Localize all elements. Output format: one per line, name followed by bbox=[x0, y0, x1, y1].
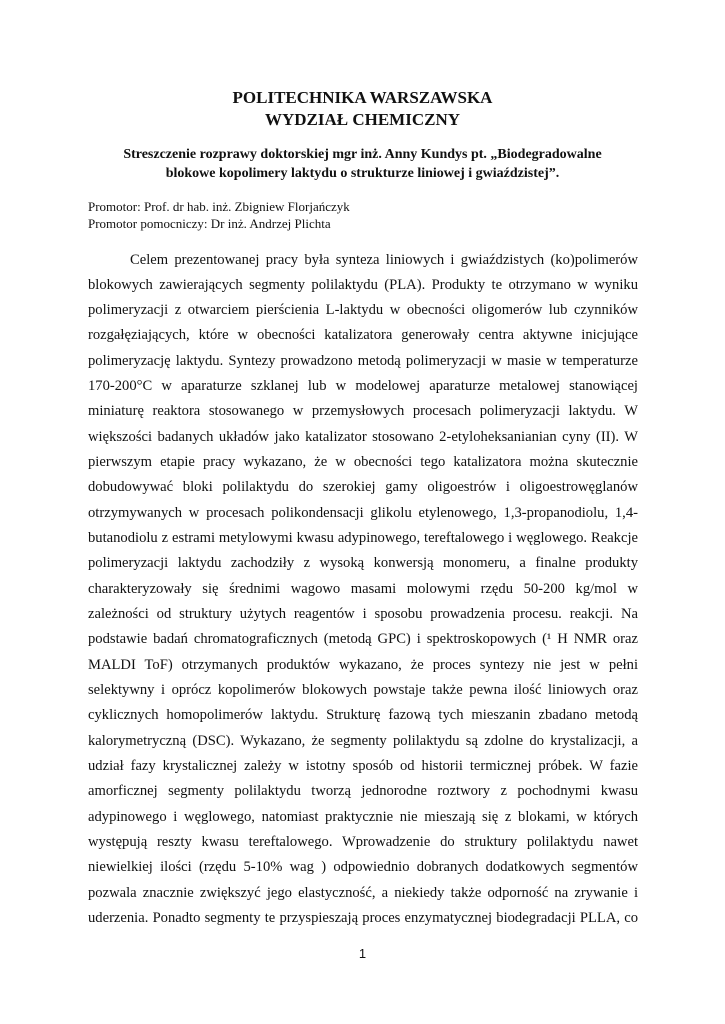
body-line: udział fazy krystalicznej zależy w istotny sposób od historii termicznej próbek. W fazie bbox=[88, 758, 638, 774]
body-line: miniaturę reaktora stosowanego w przemysłowych procesach polimeryzacji laktydu. W bbox=[88, 403, 638, 419]
body-line: podstawie badań chromatograficznych (metodą GPC) i spektroskopowych (¹ H NMR oraz bbox=[88, 631, 638, 647]
body-line: polimeryzacji z otwarciem pierścienia L-laktydu w obecności oligomerów lub czynników bbox=[88, 302, 638, 318]
body-line: pierwszym etapie pracy wykazano, że w obecności tego katalizatora można skutecznie bbox=[88, 454, 638, 470]
dissertation-subtitle-line-1: Streszczenie rozprawy doktorskiej mgr inż. Anny Kundys pt. „Biodegradowalne bbox=[123, 147, 602, 162]
body-line: niewielkiej ilości (rzędu 5-10% wag ) odpowiednio dobranych dodatkowych segmentów bbox=[88, 859, 638, 875]
body-line: rozgałęziających, które w obecności katalizatora generowały centra aktywne inicjujące bbox=[88, 327, 638, 343]
promotor-line: Promotor: Prof. dr hab. inż. Zbigniew Florjańczyk bbox=[88, 199, 350, 214]
body-line: otrzymywanych w procesach polikondensacji glikolu etylenowego, 1,3-propanodiolu, 1,4- bbox=[88, 505, 638, 521]
dissertation-subtitle-line-2: blokowe kopolimery laktydu o strukturze liniowej i gwiaździstej”. bbox=[165, 166, 560, 181]
body-line: polimeryzację laktydu. Syntezy prowadzono metodą polimeryzacji w masie w temperaturze bbox=[88, 353, 638, 369]
body-line: 170-200°C w aparaturze szklanej lub w modelowej aparaturze metalowej stanowiącej bbox=[88, 378, 638, 394]
body-line: selektywny i oprócz kopolimerów blokowych powstaje także pewna ilość liniowych oraz bbox=[88, 682, 638, 698]
body-line: występują reszty kwasu tereftalowego. Wprowadzenie do struktury polilaktydu nawet bbox=[88, 834, 638, 850]
body-line: polimeryzacji laktydu zachodziły z wysoką konwersją monomeru, a finalne produkty bbox=[88, 555, 638, 571]
faculty-title: WYDZIAŁ CHEMICZNY bbox=[264, 110, 461, 129]
body-line: adypinowego i węglowego, natomiast praktycznie nie mieszają się z blokami, w których bbox=[88, 809, 638, 825]
body-line: pozwala znacznie zwiększyć jego elastyczność, a niekiedy także odporność na zrywanie i bbox=[88, 885, 638, 901]
body-line: charakteryzowały się średnimi wagowo masami molowymi rzędu 50-200 kg/mol w bbox=[88, 581, 638, 597]
assistant-promotor-line: Promotor pomocniczy: Dr inż. Andrzej Plichta bbox=[88, 216, 331, 231]
university-title: POLITECHNIKA WARSZAWSKA bbox=[232, 88, 493, 107]
body-line: większości badanych układów jako katalizator stosowano 2-etyloheksanianian cyny (II). W bbox=[88, 429, 638, 445]
body-line: cyklicznych homopolimerów laktydu. Strukturę fazową tych mieszanin zbadano metodą bbox=[88, 707, 638, 723]
body-line: MALDI ToF) otrzymanych produktów wykazano, że proces syntezy nie jest w pełni bbox=[88, 657, 638, 673]
body-line: zależności od struktury użytych reagentów i sposobu prowadzenia procesu. reakcji. Na bbox=[88, 606, 638, 622]
body-line: uderzenia. Ponadto segmenty te przyspieszają proces enzymatycznej biodegradacji PLLA, co bbox=[88, 910, 638, 926]
body-line: dobudowywać bloki polilaktydu do szerokiej gamy oligoestrów i oligoestrowęglanów bbox=[88, 479, 638, 495]
page-number: 1 bbox=[358, 946, 367, 961]
body-line: amorficznej segmenty polilaktydu tworzą jednorodne roztwory z pochodnymi kwasu bbox=[88, 783, 638, 799]
body-line: kalorymetryczną (DSC). Wykazano, że segmenty polilaktydu są zdolne do krystalizacji, a bbox=[88, 733, 638, 749]
body-line: butanodiolu z estrami metylowymi kwasu adypinowego, tereftalowego i węglowego. Reakcje bbox=[88, 530, 638, 546]
body-line: Celem prezentowanej pracy była synteza liniowych i gwiaździstych (ko)polimerów bbox=[130, 252, 638, 268]
body-line: blokowych zawierających segmenty polilaktydu (PLA). Produkty te otrzymano w wyniku bbox=[88, 277, 638, 293]
